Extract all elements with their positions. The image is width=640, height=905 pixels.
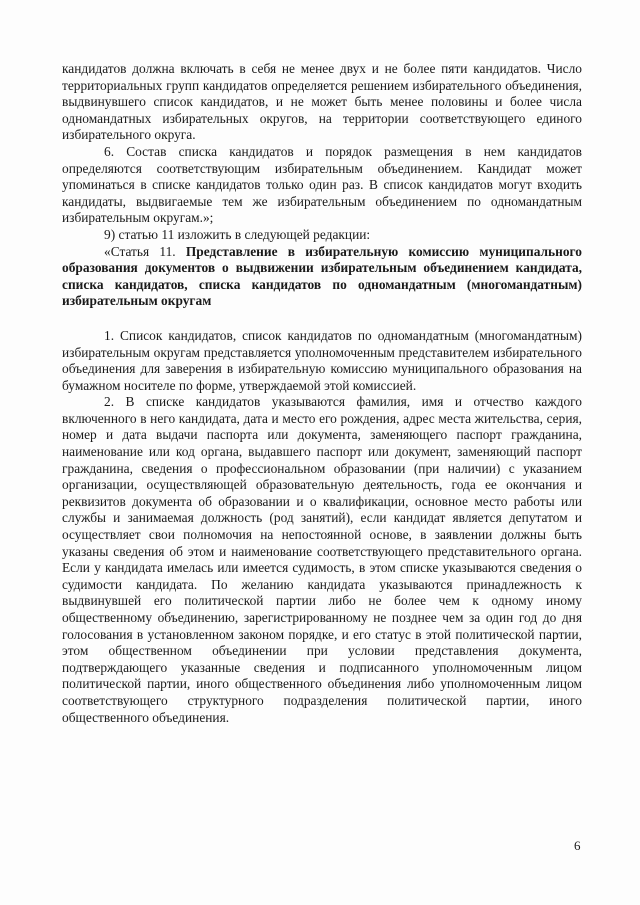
paragraph-continuation: кандидатов должна включать в себя не менее двух и не более пяти кандидатов. Число территориальных групп кандидатов определяется решением избирательного объединения, выдвинувшего список кандидатов, и не может быть менее половины и более числа одномандатных избирательных округов, на территории соответствующего единого избирательного округа. [62,61,582,143]
paragraph-amendment-9: 9) статью 11 изложить в следующей редакции: [104,226,371,242]
paragraph-point-6: 6. Состав списка кандидатов и порядок размещения в нем кандидатов определяются соответствующим избирательным объединением. Кандидат может упоминаться в списке кандидатов только один раз. В список кандидатов могут входить кандидаты, выдвигаемые тем же избирательным объединением по одномандатным избирательным округам.»; [62,143,582,226]
article-number: «Статья 11. [104,243,176,259]
article-heading [62,244,582,310]
document-body [62,61,582,726]
article-item-1: 1. Список кандидатов, список кандидатов по одномандатным (многомандатным) избирательным округам представляется уполномоченным представителем избирательного объединения для заверения в избирательную комиссию муниципального образования на бумажном носителе по форме, утверждаемой этой комиссией. [62,327,582,393]
article-title: Представление в избирательную комиссию муниципального образования документов о выдвижении избирательным объединением кандидата, списка кандидатов, списка кандидатов по одномандатным (многомандатным) избирательным округам [62,243,582,309]
spacer [62,310,582,328]
page-number: 6 [574,838,581,853]
article-item-2: 2. В списке кандидатов указываются фамилия, имя и отчество каждого включенного в него кандидата, дата и место его рождения, адрес места жительства, серия, номер и дата выдачи паспорта или документа, заменяющего паспорт гражданина, наименование или код органа, выдавшего паспорт или документ, заменяющий паспорт гражданина, сведения о профессиональном образовании (при наличии) с указанием организации, осуществляющей образовательную деятельность, года ее окончания и реквизитов документа об образовании и о квалификации, основное место работы или службы и занимаемая должность (род занятий), если кандидат является депутатом и осуществляет свои полномочия на непостоянной основе, в заявлении должны быть указаны сведения об этом и наименование соответствующего представительного органа. Если у кандидата имелась или имеется судимость, в этом списке указываются сведения о судимости кандидата. По желанию кандидата указываются принадлежность к выдвинувшей его политической партии либо не более чем к одному иному общественному объединению, зарегистрированному не позднее чем за один год до дня голосования в установленном законом порядке, и его статус в этой политической партии, этом общественном объединении при условии представления документа, подтверждающего указанные сведения и подписанного уполномоченным лицом политической партии, иного общественного объединения либо уполномоченным лицом соответствующего структурного подразделения политической партии, иного общественного объединения. [62,394,582,725]
